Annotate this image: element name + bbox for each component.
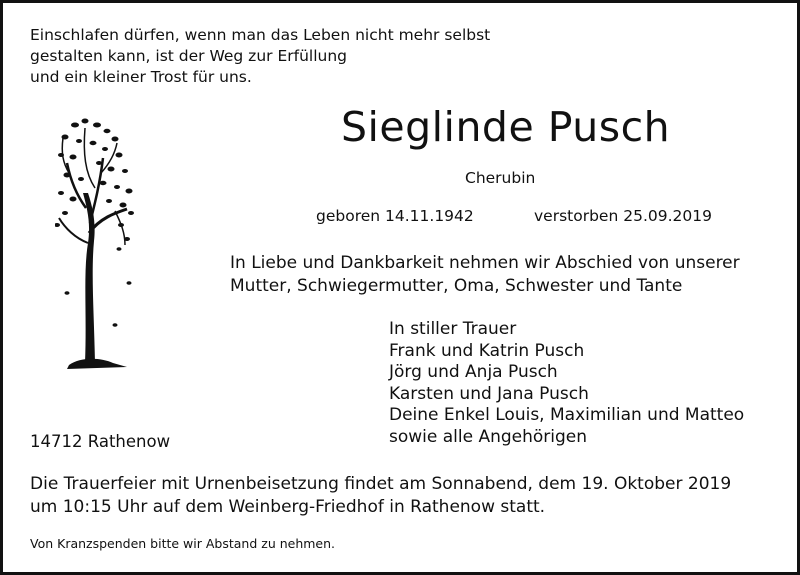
deceased-birth-name: Cherubin — [465, 169, 536, 187]
service-line: Die Trauerfeier mit Urnenbeisetzung findet am Sonnabend, dem 19. Oktober 2019 — [30, 474, 732, 494]
mourners-line: In stiller Trauer — [389, 319, 517, 339]
deceased-name: Sieglinde Pusch — [341, 103, 671, 151]
service-info — [30, 473, 731, 519]
farewell-text — [230, 252, 740, 298]
poem — [30, 25, 490, 88]
poem-line: Einschlafen dürfen, wenn man das Leben nicht mehr selbst — [30, 26, 491, 44]
farewell-line: Mutter, Schwiegermutter, Oma, Schwester und Tante — [230, 276, 683, 296]
city: 14712 Rathenow — [30, 432, 171, 451]
mourners-line: Frank und Katrin Pusch — [389, 340, 585, 361]
poem-line: und ein kleiner Trost für uns. — [30, 68, 252, 86]
farewell-line: In Liebe und Dankbarkeit nehmen wir Abschied von unserer — [230, 253, 740, 273]
mourners-list — [389, 319, 744, 448]
mourners-line: Jörg und Anja Pusch — [389, 362, 558, 382]
death-date: verstorben 25.09.2019 — [534, 207, 712, 225]
mourners-line: Deine Enkel Louis, Maximilian und Matteo — [389, 405, 745, 425]
service-line: um 10:15 Uhr auf dem Weinberg-Friedhof in Rathenow statt. — [30, 497, 546, 517]
wreath-note: Von Kranzspenden bitte wir Abstand zu nehmen. — [30, 536, 336, 551]
tree-icon — [55, 113, 135, 373]
poem-line: gestalten kann, ist der Weg zur Erfüllung — [30, 47, 347, 65]
mourners-line: sowie alle Angehörigen — [389, 426, 588, 447]
mourners-line: Karsten und Jana Pusch — [389, 383, 589, 404]
birth-date: geboren 14.11.1942 — [316, 207, 474, 225]
